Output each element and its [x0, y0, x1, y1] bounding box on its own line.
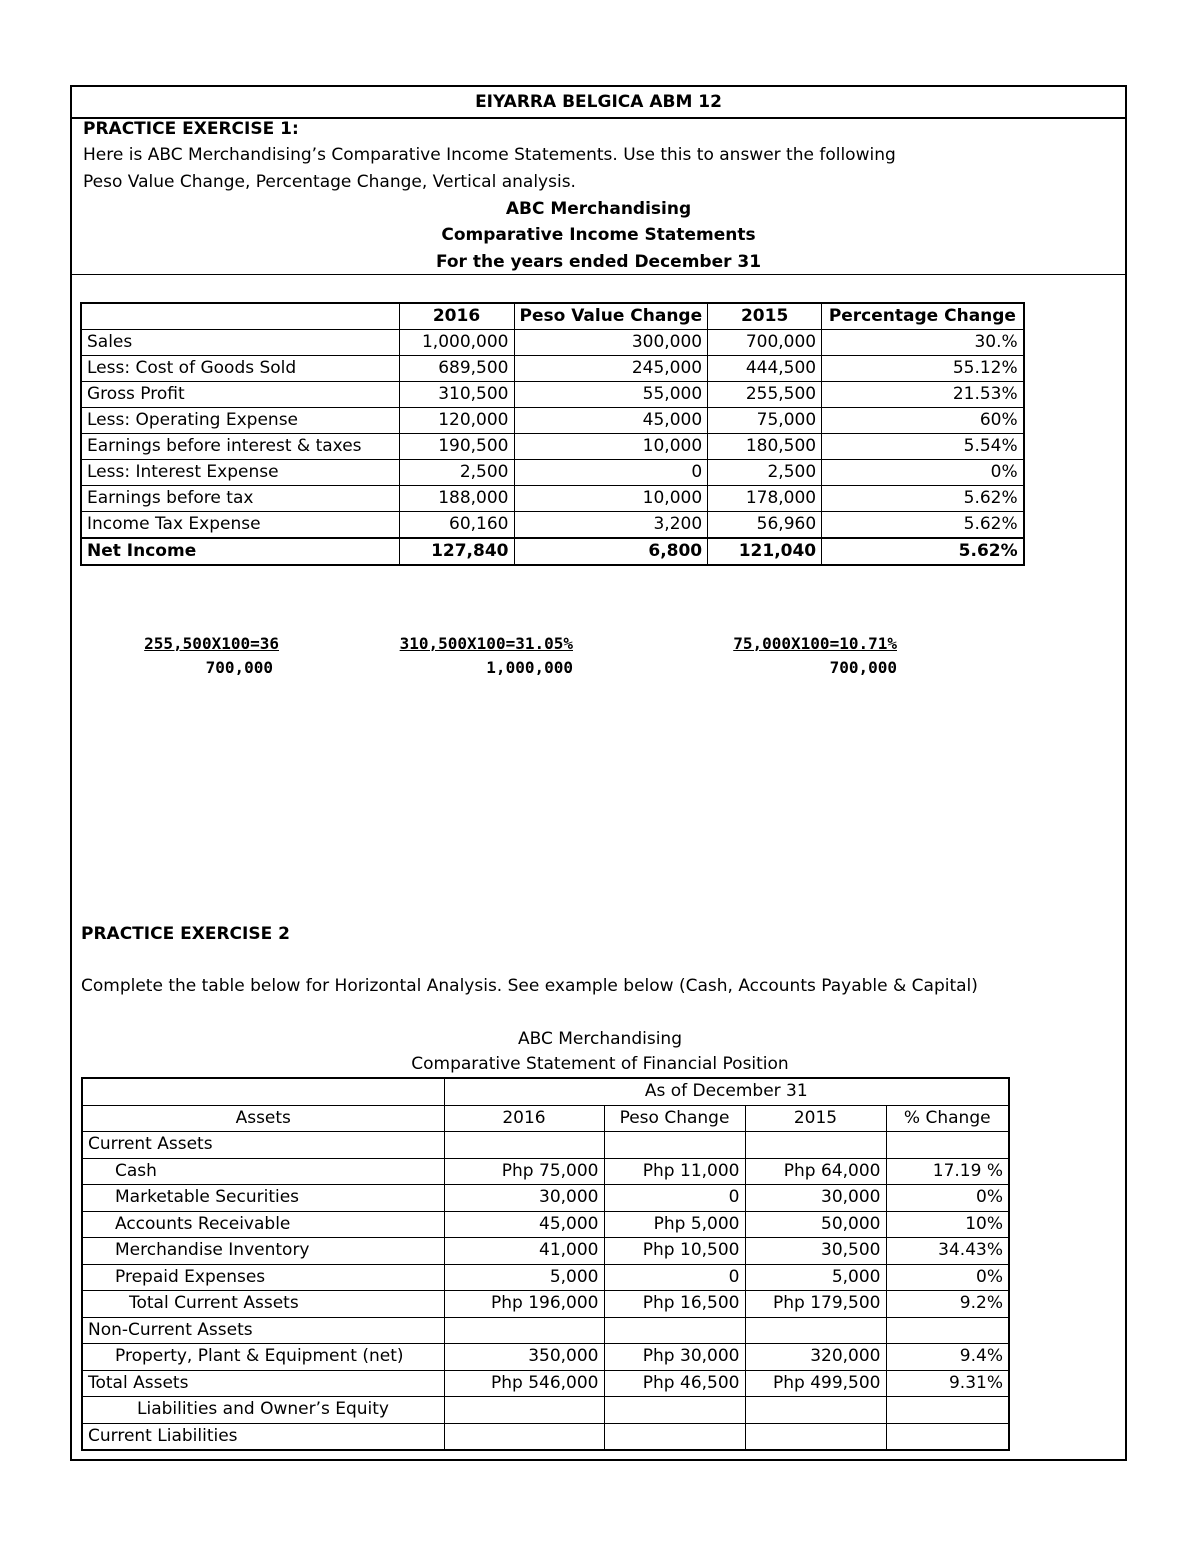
value-cell: 41,000	[444, 1238, 604, 1265]
row-label: Liabilities and Owner’s Equity	[82, 1397, 444, 1424]
value-cell: 178,000	[708, 486, 822, 512]
value-cell: 50,000	[745, 1211, 886, 1238]
exercise2-statement: Comparative Statement of Financial Position	[411, 1054, 789, 1074]
value-cell	[604, 1397, 745, 1424]
value-cell: 17.19 %	[886, 1158, 1009, 1185]
header-cell	[81, 303, 399, 330]
calculation-2	[381, 634, 573, 677]
header-cell: % Change	[886, 1105, 1009, 1132]
row-label: Net Income	[81, 538, 399, 565]
row-label: Non-Current Assets	[82, 1317, 444, 1344]
value-cell: 56,960	[708, 512, 822, 539]
value-cell	[604, 1132, 745, 1159]
table-header-row	[82, 1105, 1009, 1132]
value-cell: 444,500	[708, 356, 822, 382]
table-row	[81, 382, 1024, 408]
row-label: Less: Cost of Goods Sold	[81, 356, 399, 382]
value-cell: Php 196,000	[444, 1291, 604, 1318]
value-cell: 10,000	[514, 434, 708, 460]
row-label: Total Assets	[82, 1370, 444, 1397]
value-cell: Php 46,500	[604, 1370, 745, 1397]
calculation-numerator: 310,500X100=31.05%	[399, 634, 573, 653]
calculation-1	[129, 634, 279, 677]
value-cell: 6,800	[514, 538, 708, 565]
value-cell: 2,500	[708, 460, 822, 486]
value-cell: 1,000,000	[399, 330, 514, 356]
value-cell: 5,000	[745, 1264, 886, 1291]
value-cell: 188,000	[399, 486, 514, 512]
calculation-3	[714, 634, 897, 677]
value-cell	[444, 1423, 604, 1450]
header-cell: 2016	[399, 303, 514, 330]
row-label: Accounts Receivable	[82, 1211, 444, 1238]
header-cell: Percentage Change	[822, 303, 1024, 330]
calculation-denominator: 700,000	[205, 658, 273, 677]
row-label: Income Tax Expense	[81, 512, 399, 539]
row-label: Sales	[81, 330, 399, 356]
table-row	[81, 486, 1024, 512]
value-cell: 60%	[822, 408, 1024, 434]
value-cell	[886, 1397, 1009, 1424]
row-label: Current Assets	[82, 1132, 444, 1159]
row-label: Earnings before interest & taxes	[81, 434, 399, 460]
header-cell: Peso Change	[604, 1105, 745, 1132]
table-row	[82, 1264, 1009, 1291]
value-cell: 9.31%	[886, 1370, 1009, 1397]
table-row	[82, 1132, 1009, 1159]
value-cell: 320,000	[745, 1344, 886, 1371]
value-cell: 45,000	[444, 1211, 604, 1238]
table-row	[82, 1158, 1009, 1185]
row-label: Less: Operating Expense	[81, 408, 399, 434]
row-label: Current Liabilities	[82, 1423, 444, 1450]
value-cell: 0%	[886, 1264, 1009, 1291]
value-cell: Php 64,000	[745, 1158, 886, 1185]
exercise1-intro	[72, 117, 1125, 275]
row-label: Earnings before tax	[81, 486, 399, 512]
value-cell	[444, 1317, 604, 1344]
exercise1-instructions-line2: Peso Value Change, Percentage Change, Vertical analysis.	[83, 172, 576, 192]
value-cell: 75,000	[708, 408, 822, 434]
table-row	[82, 1291, 1009, 1318]
value-cell: Php 5,000	[604, 1211, 745, 1238]
calculation-numerator: 75,000X100=10.71%	[733, 634, 897, 653]
value-cell: Php 10,500	[604, 1238, 745, 1265]
exercise2-instructions: Complete the table below for Horizontal Analysis. See example below (Cash, Accounts Payable & Capital)	[81, 976, 978, 996]
exercise1-statement: Comparative Income Statements	[441, 225, 756, 245]
table-row	[82, 1423, 1009, 1450]
table-row-net-income	[81, 538, 1024, 565]
table-row	[82, 1185, 1009, 1212]
value-cell: 10%	[886, 1211, 1009, 1238]
blank-cell	[82, 1078, 444, 1105]
table-group-header-row	[82, 1078, 1009, 1105]
value-cell	[604, 1423, 745, 1450]
value-cell: 127,840	[399, 538, 514, 565]
exercise1-period: For the years ended December 31	[435, 252, 762, 272]
value-cell: 5,000	[444, 1264, 604, 1291]
value-cell	[745, 1397, 886, 1424]
value-cell	[604, 1317, 745, 1344]
row-label: Property, Plant & Equipment (net)	[82, 1344, 444, 1371]
table-row	[81, 434, 1024, 460]
value-cell	[444, 1132, 604, 1159]
financial-position-table	[81, 1077, 1010, 1451]
value-cell	[886, 1132, 1009, 1159]
calculation-denominator: 700,000	[829, 658, 897, 677]
value-cell: 5.62%	[822, 512, 1024, 539]
value-cell	[745, 1423, 886, 1450]
table-row	[81, 330, 1024, 356]
header-cell: 2016	[444, 1105, 604, 1132]
value-cell: 0%	[822, 460, 1024, 486]
header-cell: 2015	[745, 1105, 886, 1132]
value-cell: 55.12%	[822, 356, 1024, 382]
exercise1-instructions-line1: Here is ABC Merchandising’s Comparative Income Statements. Use this to answer the following	[83, 145, 896, 165]
table-row	[81, 356, 1024, 382]
row-label: Marketable Securities	[82, 1185, 444, 1212]
value-cell: 5.54%	[822, 434, 1024, 460]
table-row	[81, 460, 1024, 486]
group-header-cell: As of December 31	[444, 1078, 1009, 1105]
table-row	[82, 1397, 1009, 1424]
row-label: Less: Interest Expense	[81, 460, 399, 486]
calculation-denominator: 1,000,000	[486, 658, 573, 677]
value-cell: Php 499,500	[745, 1370, 886, 1397]
table-row	[82, 1238, 1009, 1265]
value-cell: 255,500	[708, 382, 822, 408]
value-cell: 45,000	[514, 408, 708, 434]
table-row	[82, 1370, 1009, 1397]
table-row	[82, 1317, 1009, 1344]
value-cell	[444, 1397, 604, 1424]
value-cell: 30.%	[822, 330, 1024, 356]
value-cell: 30,000	[444, 1185, 604, 1212]
row-label: Cash	[82, 1158, 444, 1185]
income-statement-table	[80, 302, 1025, 566]
table-row	[81, 408, 1024, 434]
value-cell: 0	[604, 1264, 745, 1291]
value-cell: 120,000	[399, 408, 514, 434]
value-cell: 9.2%	[886, 1291, 1009, 1318]
value-cell: 10,000	[514, 486, 708, 512]
page-title: EIYARRA BELGICA ABM 12	[72, 87, 1125, 119]
row-label: Gross Profit	[81, 382, 399, 408]
value-cell: 5.62%	[822, 486, 1024, 512]
value-cell: 0%	[886, 1185, 1009, 1212]
value-cell: Php 546,000	[444, 1370, 604, 1397]
value-cell: Php 16,500	[604, 1291, 745, 1318]
value-cell: 700,000	[708, 330, 822, 356]
value-cell: Php 179,500	[745, 1291, 886, 1318]
header-cell: Assets	[82, 1105, 444, 1132]
value-cell: 0	[514, 460, 708, 486]
value-cell: 121,040	[708, 538, 822, 565]
value-cell: 3,200	[514, 512, 708, 539]
value-cell	[745, 1132, 886, 1159]
value-cell: 190,500	[399, 434, 514, 460]
table-header-row	[81, 303, 1024, 330]
table-row	[81, 512, 1024, 539]
value-cell: 300,000	[514, 330, 708, 356]
calculation-numerator: 255,500X100=36	[144, 634, 279, 653]
value-cell: 310,500	[399, 382, 514, 408]
value-cell: 30,500	[745, 1238, 886, 1265]
value-cell	[886, 1317, 1009, 1344]
value-cell: Php 11,000	[604, 1158, 745, 1185]
value-cell: 689,500	[399, 356, 514, 382]
value-cell: 0	[604, 1185, 745, 1212]
row-label: Prepaid Expenses	[82, 1264, 444, 1291]
value-cell: 21.53%	[822, 382, 1024, 408]
value-cell: 350,000	[444, 1344, 604, 1371]
header-cell: 2015	[708, 303, 822, 330]
value-cell	[886, 1423, 1009, 1450]
exercise1-company: ABC Merchandising	[505, 199, 692, 219]
value-cell: Php 75,000	[444, 1158, 604, 1185]
value-cell: 60,160	[399, 512, 514, 539]
value-cell: 55,000	[514, 382, 708, 408]
value-cell: 180,500	[708, 434, 822, 460]
value-cell: 34.43%	[886, 1238, 1009, 1265]
row-label: Merchandise Inventory	[82, 1238, 444, 1265]
table-row	[82, 1344, 1009, 1371]
exercise1-heading: PRACTICE EXERCISE 1:	[83, 119, 299, 139]
table-row	[82, 1211, 1009, 1238]
value-cell: 9.4%	[886, 1344, 1009, 1371]
header-cell: Peso Value Change	[514, 303, 708, 330]
value-cell: 30,000	[745, 1185, 886, 1212]
value-cell	[745, 1317, 886, 1344]
exercise2-heading: PRACTICE EXERCISE 2	[81, 924, 290, 944]
exercise2-company: ABC Merchandising	[518, 1029, 682, 1049]
row-label: Total Current Assets	[82, 1291, 444, 1318]
value-cell: Php 30,000	[604, 1344, 745, 1371]
value-cell: 5.62%	[822, 538, 1024, 565]
value-cell: 245,000	[514, 356, 708, 382]
value-cell: 2,500	[399, 460, 514, 486]
